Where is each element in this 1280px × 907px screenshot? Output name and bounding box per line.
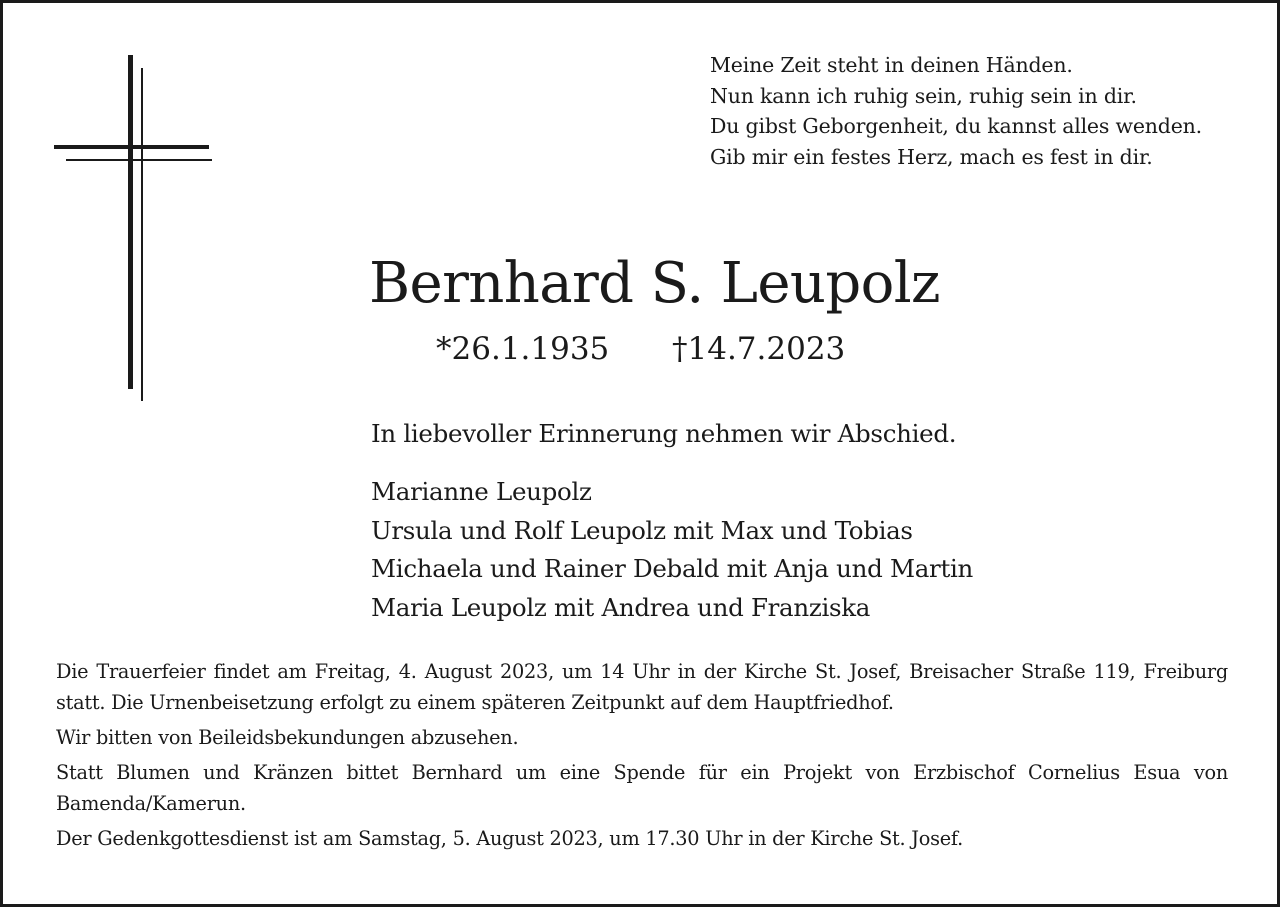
birth-date: *26.1.1935	[436, 331, 610, 367]
mourner-entry: Marianne Leupolz	[371, 477, 592, 506]
mourner-entry: Ursula und Rolf Leupolz mit Max und Tobias	[371, 515, 913, 545]
donation-request: Statt Blumen und Kränzen bittet Bernhard um eine Spende für ein Projekt von Erzbischof Cornelius Esua von Bamenda/Kamerun.	[56, 761, 1228, 815]
memorial-service-info: Der Gedenkgottesdienst ist am Samstag, 5. August 2023, um 17.30 Uhr in der Kirche St. Josef.	[56, 827, 964, 850]
funeral-info: Die Trauerfeier findet am Freitag, 4. August 2023, um 14 Uhr in der Kirche St. Josef, Breisacher Straße 119, Freiburg statt. Die Urnenbeisetzung erfolgt zu einem späteren Zeitpunkt auf dem Hauptfriedhof.	[56, 660, 1228, 714]
mourners-list	[371, 473, 973, 627]
deceased-name: Bernhard S. Leupolz	[369, 251, 940, 316]
mourner-entry: Maria Leupolz mit Andrea und Franziska	[371, 592, 871, 622]
death-date: †14.7.2023	[672, 331, 846, 367]
condolence-request: Wir bitten von Beileidsbekundungen abzusehen.	[56, 726, 519, 749]
cross-icon	[40, 40, 230, 420]
farewell-text: In liebevoller Erinnerung nehmen wir Abschied.	[371, 419, 957, 448]
motto-line: Du gibst Geborgenheit, du kannst alles wenden.	[710, 114, 1202, 138]
motto-line: Meine Zeit steht in deinen Händen.	[710, 53, 1073, 77]
life-dates	[436, 326, 845, 372]
motto-line: Gib mir ein festes Herz, mach es fest in dir.	[710, 144, 1153, 169]
motto-verse	[710, 50, 1250, 172]
mourner-entry: Michaela und Rainer Debald mit Anja und Martin	[371, 554, 974, 583]
funeral-notice	[56, 656, 1228, 858]
motto-line: Nun kann ich ruhig sein, ruhig sein in dir.	[710, 83, 1137, 108]
